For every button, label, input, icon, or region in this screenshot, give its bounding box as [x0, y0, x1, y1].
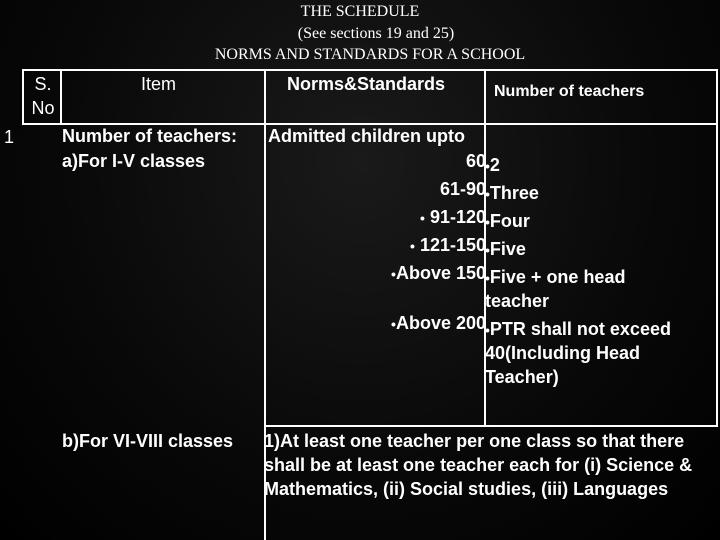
admitted-value: Above 150 [395, 263, 486, 283]
teacher-count [485, 209, 530, 234]
teacher-count [485, 153, 500, 178]
table-row-divider [264, 425, 718, 427]
bullet-icon: • [420, 210, 425, 226]
teacher-count [485, 265, 625, 290]
bullet-icon: • [485, 214, 490, 230]
teacher-count [485, 181, 539, 206]
teacher-value: PTR shall not exceed [489, 319, 671, 339]
teacher-count [485, 317, 671, 342]
schedule-title: THE SCHEDULE [300, 3, 420, 20]
admitted-range [420, 205, 486, 230]
bullet-icon: • [391, 316, 396, 332]
admitted-value: 91-120 [429, 207, 486, 227]
schedule-subtitle: (See sections 19 and 25) [297, 25, 455, 42]
header-item: Item [141, 74, 177, 94]
bullet-icon: • [485, 270, 490, 286]
row1-sno: 1 [4, 127, 15, 147]
bullet-icon: • [485, 322, 490, 338]
admitted-range [391, 261, 486, 286]
bullet-icon: • [485, 186, 490, 202]
row2-item: b)For VI-VIII classes [62, 431, 234, 451]
admitted-range [391, 311, 486, 336]
teacher-value: 2 [489, 155, 500, 175]
teacher-value: Five + one head [489, 267, 626, 287]
teacher-count-cont: teacher [485, 291, 550, 311]
row2-norm: 1)At least one teacher per one class so that there shall be at least one teacher each for (i) Science & Mathematics, (ii) Social studies, (iii) Languages [264, 431, 693, 499]
admitted-range [410, 233, 486, 258]
admitted-value: 121-150 [419, 235, 486, 255]
teacher-count-cont: 40(Including Head [485, 343, 641, 363]
schedule-heading: NORMS AND STANDARDS FOR A SCHOOL [214, 46, 526, 63]
table-divider-sno [60, 70, 62, 125]
header-norms: Norms&Standards [287, 74, 446, 94]
teacher-value: Four [489, 211, 530, 231]
header-teachers: Number of teachers [494, 83, 645, 100]
row1-item-line2: a)For I-V classes [62, 151, 206, 171]
table-border-top [22, 69, 718, 71]
admitted-value: Above 200 [395, 313, 486, 333]
admitted-value: 61-90 [439, 179, 486, 199]
bullet-icon: • [485, 158, 490, 174]
teacher-value: Five [489, 239, 526, 259]
bullet-icon: • [391, 266, 396, 282]
bullet-icon: • [410, 238, 415, 254]
teacher-count [485, 237, 526, 262]
table-border-left [22, 70, 24, 125]
admitted-range [440, 177, 486, 201]
bullet-icon: • [485, 242, 490, 258]
row1-norm-head: Admitted children upto [268, 126, 465, 146]
teacher-value: Three [489, 183, 539, 203]
admitted-value: 60 [465, 151, 486, 171]
admitted-range [466, 149, 486, 173]
header-sno-line1: S. [34, 74, 52, 94]
header-sno-line2: No [31, 98, 55, 118]
teacher-count-cont: Teacher) [485, 367, 559, 387]
header-sno [26, 72, 60, 120]
row1-item-line1: Number of teachers: [62, 126, 238, 146]
